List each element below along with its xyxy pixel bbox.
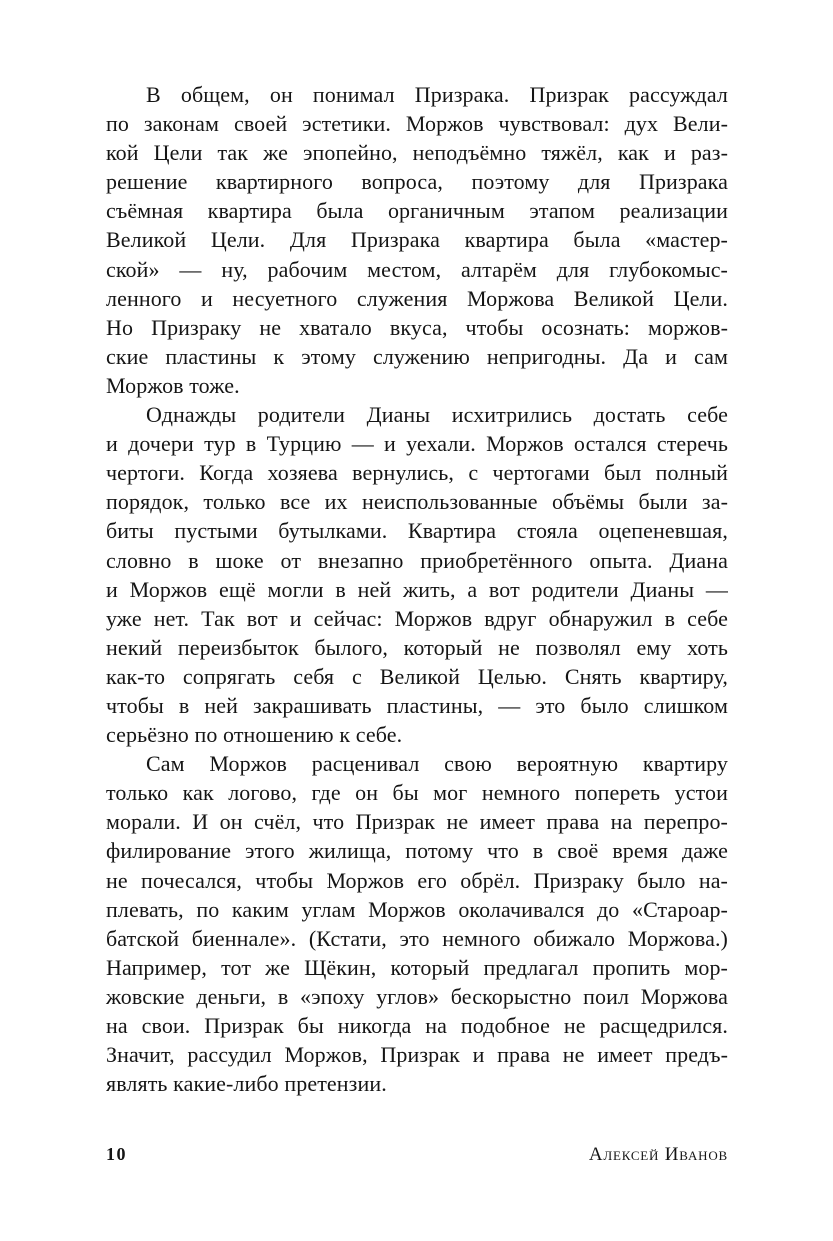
paragraph xyxy=(106,80,728,400)
text-line: решение квартирного вопроса, поэтому для Призрака xyxy=(106,169,728,195)
text-line: ской» — ну, рабочим местом, алтарём для глубокомыс- xyxy=(106,256,728,282)
text-line: Значит, рассудил Моржов, Призрак и права не имеет предъ- xyxy=(106,1042,728,1068)
text-line: чтобы в ней закрашивать пластины, — это было слишком xyxy=(106,692,728,718)
paragraph xyxy=(106,400,728,749)
text-line: некий переизбыток былого, который не позволял ему хоть xyxy=(106,634,728,660)
text-line: и Моржов ещё могли в ней жить, а вот родители Дианы — xyxy=(106,576,728,602)
text-line: на свои. Призрак бы никогда на подобное не расщедрился. xyxy=(106,1013,728,1038)
text-line: Великой Цели. Для Призрака квартира была «мастер- xyxy=(106,227,728,253)
text-line: жовские деньги, в «эпоху углов» бескорыстно поил Моржова xyxy=(106,983,728,1009)
page-footer xyxy=(106,1144,728,1166)
text-line: В общем, он понимал Призрака. Призрак рассуждал xyxy=(146,82,728,107)
text-line: и дочери тур в Турцию — и уехали. Моржов остался стеречь xyxy=(106,431,728,457)
text-line: как-то сопрягать себя с Великой Целью. Снять квартиру, xyxy=(106,663,728,689)
text-line: серьёзно по отношению к себе. xyxy=(106,722,403,748)
text-line: ленного и несуетного служения Моржова Великой Цели. xyxy=(106,285,728,311)
text-line: по законам своей эстетики. Моржов чувствовал: дух Вели- xyxy=(106,111,728,137)
text-line: не почесался, чтобы Моржов его обрёл. Призраку было на- xyxy=(106,867,728,893)
text-line: Например, тот же Щёкин, который предлагал пропить мор- xyxy=(106,954,728,980)
text-line: являть какие-либо претензии. xyxy=(106,1071,387,1097)
body-text xyxy=(106,80,728,1098)
text-line: морали. И он счёл, что Призрак не имеет права на перепро- xyxy=(106,809,728,835)
text-line: ские пластины к этому служению непригодны. Да и сам xyxy=(106,343,728,369)
text-line: только как логово, где он бы мог немного попереть устои xyxy=(106,780,728,806)
text-line: биты пустыми бутылками. Квартира стояла оцепеневшая, xyxy=(106,518,728,544)
paragraph xyxy=(106,749,728,1098)
text-line: словно в шоке от внезапно приобретённого опыта. Диана xyxy=(106,547,728,573)
text-line: Сам Моржов расценивал свою вероятную квартиру xyxy=(146,751,728,777)
text-line: батской биеннале». (Кстати, это немного обижало Моржова.) xyxy=(106,925,728,951)
text-line: уже нет. Так вот и сейчас: Моржов вдруг обнаружил в себе xyxy=(106,605,728,631)
text-line: филирование этого жилища, потому что в своё время даже xyxy=(106,838,728,864)
page-number: 10 xyxy=(106,1144,127,1164)
text-line: Но Призраку не хватало вкуса, чтобы осознать: моржов- xyxy=(106,314,728,340)
text-line: кой Цели так же эпопейно, неподъёмно тяжёл, как и раз- xyxy=(106,140,728,166)
text-line: порядок, только все их неиспользованные объёмы были за- xyxy=(106,489,728,515)
text-line: Моржов тоже. xyxy=(106,372,240,398)
text-line: плевать, по каким углам Моржов околачивался до «Староар- xyxy=(106,896,728,922)
text-line: Однажды родители Дианы исхитрились достать себе xyxy=(146,402,728,428)
text-line: съёмная квартира была органичным этапом реализации xyxy=(106,198,728,224)
text-line: чертоги. Когда хозяева вернулись, с чертогами был полный xyxy=(106,460,728,486)
running-footer-author: Алексей Иванов xyxy=(588,1144,728,1165)
